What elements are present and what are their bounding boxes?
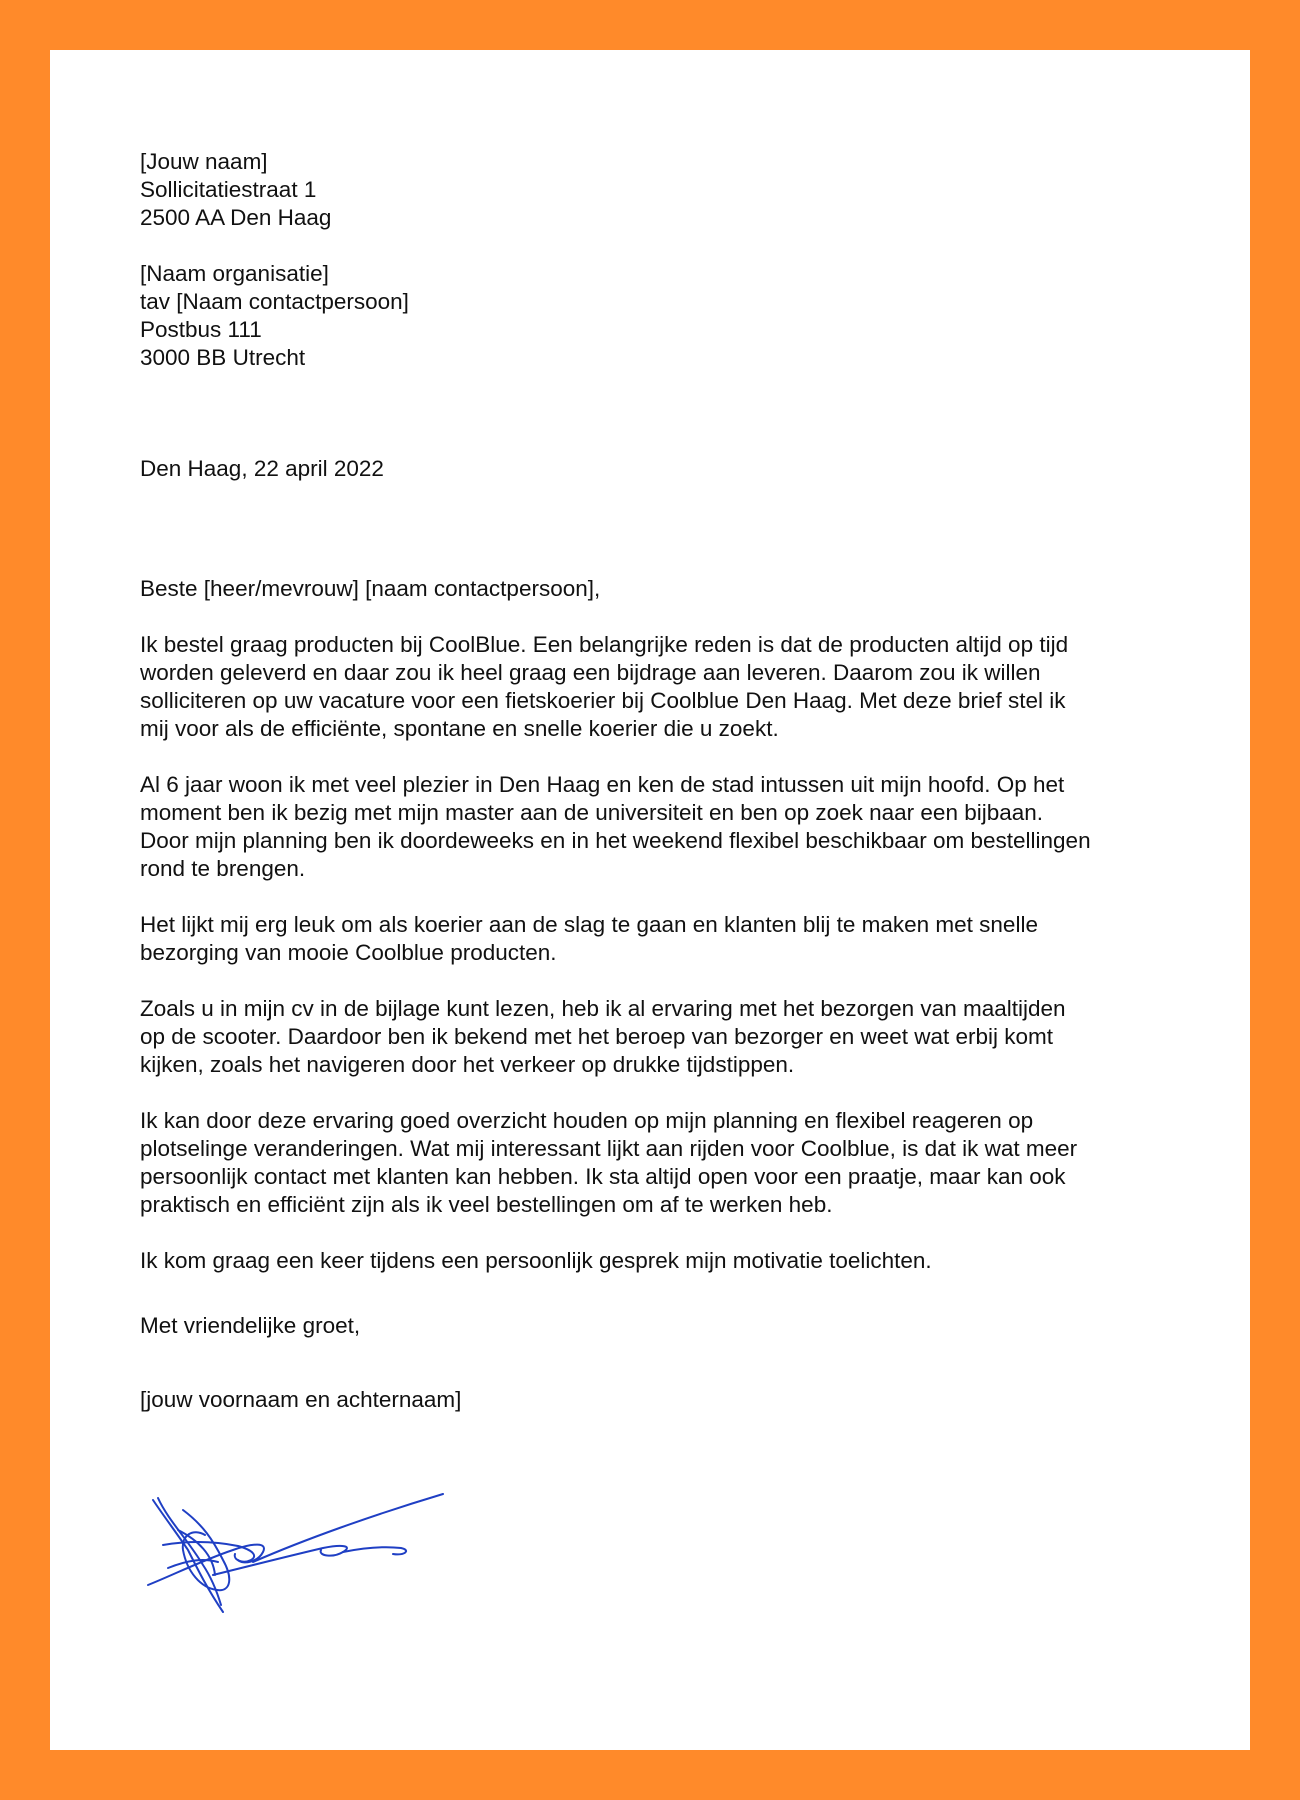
- paragraph-line: Zoals u in mijn cv in de bijlage kunt lezen, heb ik al ervaring met het bezorgen van maaltijden: [140, 996, 1066, 1021]
- closing: [140, 1312, 1200, 1340]
- date-text: Den Haag, 22 april 2022: [140, 456, 384, 481]
- paragraph-line: mij voor als de efficiënte, spontane en snelle koerier die u zoekt.: [140, 716, 779, 741]
- sender-address: [140, 148, 1200, 232]
- paragraph-line: Ik kan door deze ervaring goed overzicht houden op mijn planning en flexibel reageren op: [140, 1108, 1034, 1133]
- paragraph-line: Ik kom graag een keer tijdens een persoonlijk gesprek mijn motivatie toelichten.: [140, 1248, 932, 1273]
- paragraph-line: Het lijkt mij erg leuk om als koerier aan de slag te gaan en klanten blij te maken met snelle: [140, 912, 1038, 937]
- body-paragraph: [140, 995, 1200, 1079]
- paragraph-line: persoonlijk contact met klanten kan hebben. Ik sta altijd open voor een praatje, maar kan ook: [140, 1164, 1066, 1189]
- paragraph-line: bezorging van mooie Coolblue producten.: [140, 940, 557, 965]
- paragraph-line: kijken, zoals het navigeren door het verkeer op drukke tijdstippen.: [140, 1052, 795, 1077]
- body-paragraph: [140, 631, 1200, 743]
- sender-city: 2500 AA Den Haag: [140, 205, 332, 230]
- recipient-postbox: Postbus 111: [140, 317, 262, 342]
- paragraph-line: Ik bestel graag producten bij CoolBlue. Een belangrijke reden is dat de producten altijd op tijd: [140, 632, 1069, 657]
- signature-name: [140, 1386, 1200, 1414]
- paragraph-line: solliciteren op uw vacature voor een fietskoerier bij Coolblue Den Haag. Met deze brief stel ik: [140, 688, 1066, 713]
- letter-page: [50, 50, 1250, 1750]
- paragraph-line: Door mijn planning ben ik doordeweeks en in het weekend flexibel beschikbaar om bestellingen: [140, 828, 1091, 853]
- sender-name: [Jouw naam]: [140, 149, 268, 174]
- body-paragraph: [140, 1247, 1200, 1275]
- salutation: [140, 575, 1200, 603]
- body-paragraph: [140, 771, 1200, 883]
- paragraph-line: worden geleverd en daar zou ik heel graag een bijdrage aan leveren. Daarom zou ik willen: [140, 660, 1041, 685]
- paragraph-line: praktisch en efficiënt zijn als ik veel bestellingen om af te werken heb.: [140, 1192, 833, 1217]
- paragraph-line: rond te brengen.: [140, 856, 306, 881]
- paragraph-line: moment ben ik bezig met mijn master aan de universiteit en ben op zoek naar een bijbaan.: [140, 800, 1044, 825]
- paragraph-line: plotselinge veranderingen. Wat mij interessant lijkt aan rijden voor Coolblue, is dat ik wat meer: [140, 1136, 1078, 1161]
- body-paragraph: [140, 911, 1200, 967]
- salutation-text: Beste [heer/mevrouw] [naam contactpersoon],: [140, 576, 601, 601]
- paragraph-line: op de scooter. Daardoor ben ik bekend met het beroep van bezorger en weet wat erbij komt: [140, 1024, 1054, 1049]
- sender-street: Sollicitatiestraat 1: [140, 177, 317, 202]
- closing-text: Met vriendelijke groet,: [140, 1313, 361, 1338]
- recipient-address: [140, 260, 1200, 372]
- handwritten-signature: [143, 1480, 463, 1650]
- recipient-attention: tav [Naam contactpersoon]: [140, 289, 409, 314]
- paragraph-line: Al 6 jaar woon ik met veel plezier in Den Haag en ken de stad intussen uit mijn hoofd. Op het: [140, 772, 1065, 797]
- recipient-city: 3000 BB Utrecht: [140, 345, 306, 370]
- body-paragraph: [140, 1107, 1200, 1219]
- signature-name-text: [jouw voornaam en achternaam]: [140, 1387, 462, 1412]
- letter-date: [140, 455, 1200, 483]
- recipient-organisation: [Naam organisatie]: [140, 261, 329, 286]
- letter-content: [140, 148, 1200, 1414]
